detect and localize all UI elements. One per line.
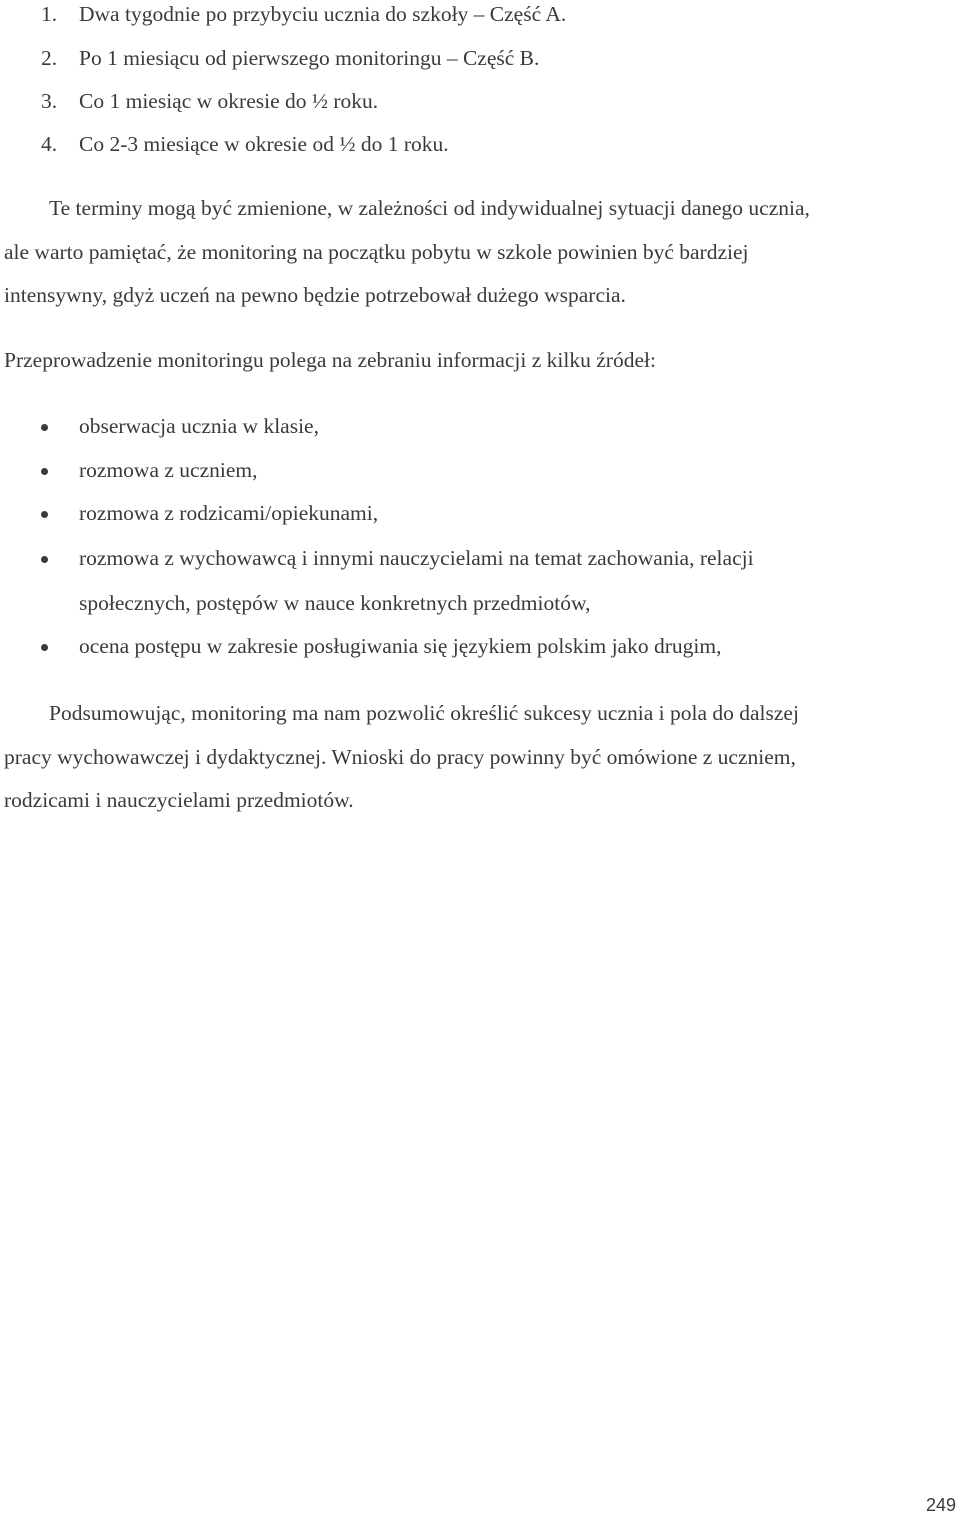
bullet-item: rozmowa z uczniem, xyxy=(79,458,258,482)
paragraph-line: Podsumowując, monitoring ma nam pozwolić określić sukcesy ucznia i pola do dalszej xyxy=(49,701,799,725)
paragraph-line: pracy wychowawczej i dydaktycznej. Wnioski do pracy powinny być omówione z uczniem, xyxy=(4,745,796,769)
bullet-dot-icon xyxy=(41,468,48,475)
bullet-dot-icon xyxy=(41,511,48,518)
paragraph-line: Te terminy mogą być zmienione, w zależności od indywidualnej sytuacji danego ucznia, xyxy=(49,196,810,220)
bullet-item: ocena postępu w zakresie posługiwania się językiem polskim jako drugim, xyxy=(79,634,722,658)
list-number: 1. xyxy=(41,2,58,26)
list-item: Co 1 miesiąc w okresie do ½ roku. xyxy=(79,89,379,113)
paragraph-line: rodzicami i nauczycielami przedmiotów. xyxy=(4,788,354,812)
list-number: 2. xyxy=(41,46,58,70)
list-item: Po 1 miesiącu od pierwszego monitoringu – Część B. xyxy=(79,46,540,70)
bullet-dot-icon xyxy=(41,644,48,651)
list-number: 4. xyxy=(41,132,58,156)
list-item: Dwa tygodnie po przybyciu ucznia do szkoły – Część A. xyxy=(79,2,567,26)
paragraph-line: ale warto pamiętać, że monitoring na początku pobytu w szkole powinien być bardziej xyxy=(4,240,749,264)
bullet-dot-icon xyxy=(41,424,48,431)
page-number: 249 xyxy=(925,1495,956,1515)
list-number: 3. xyxy=(41,89,58,113)
paragraph-sources-intro: Przeprowadzenie monitoringu polega na zebraniu informacji z kilku źródeł: xyxy=(4,348,656,372)
paragraph-line: intensywny, gdyż uczeń na pewno będzie potrzebował dużego wsparcia. xyxy=(4,283,626,307)
bullet-item: obserwacja ucznia w klasie, xyxy=(79,414,319,438)
bullet-item: rozmowa z rodzicami/opiekunami, xyxy=(79,501,379,525)
list-item: Co 2-3 miesiące w okresie od ½ do 1 roku. xyxy=(79,132,449,156)
bullet-item: rozmowa z wychowawcą i innymi nauczycielami na temat zachowania, relacji xyxy=(79,546,754,570)
bullet-item-continuation: społecznych, postępów w nauce konkretnych przedmiotów, xyxy=(79,591,591,615)
bullet-dot-icon xyxy=(41,556,48,563)
